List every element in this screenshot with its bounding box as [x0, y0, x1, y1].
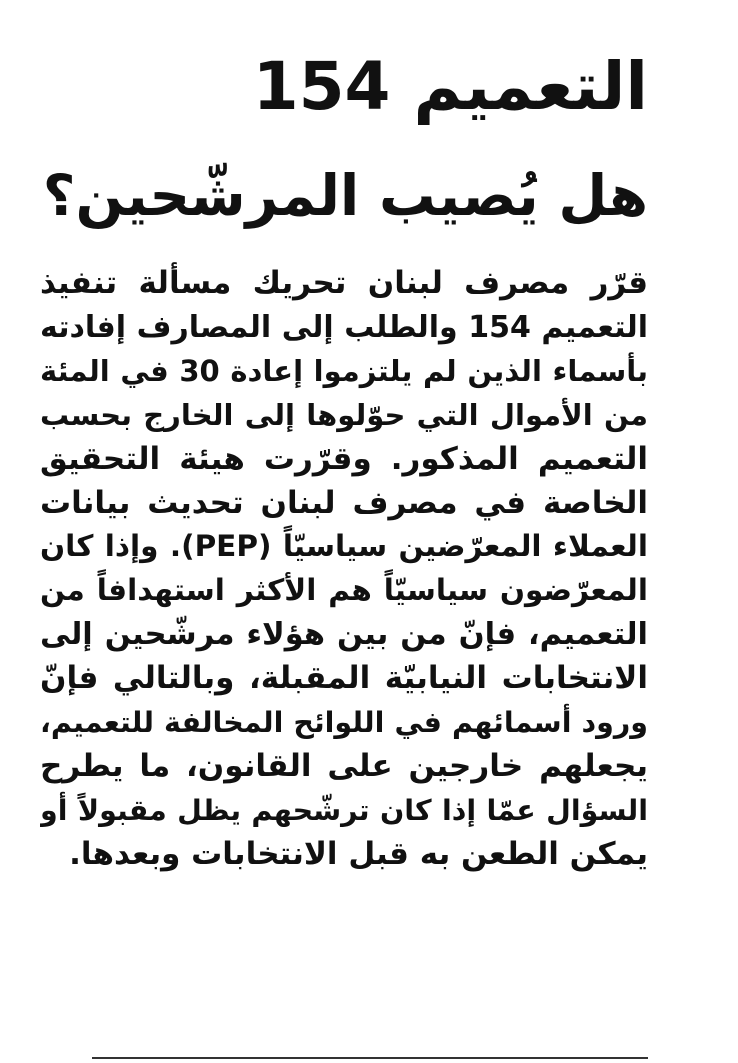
body-line: السؤال عمّا إذا كان ترشّحهم يظل مقبولاً أو — [40, 793, 648, 827]
body-line: ورود أسمائهم في اللوائح المخالفة للتعميم، — [40, 706, 648, 740]
body-line: المعرّضون سياسيّاً هم الأكثر استهدافاً من — [40, 573, 648, 608]
body-line: الانتخابات النيابيّة المقبلة، وبالتالي فإنّ — [40, 660, 648, 697]
body-line-text: مصرف لبنان تحريك مسألة تنفيذ — [40, 265, 591, 301]
body-line: الخاصة في مصرف لبنان تحديث بيانات — [40, 484, 648, 521]
body-line: التعميم، فإنّ من بين هؤلاء مرشّحين إلى — [40, 617, 648, 653]
body-line: يجعلهم خارجين على القانون، ما يطرح — [40, 747, 648, 784]
headline-line-2: هل يُصيب المرشّحين؟ — [42, 164, 648, 229]
bottom-divider — [92, 1057, 648, 1059]
headline — [40, 32, 648, 252]
body-line — [40, 262, 648, 306]
body-line: بأسماء الذين لم يلتزموا إعادة 30 في المئة — [40, 353, 648, 388]
headline-line-1: التعميم 154 — [252, 48, 648, 125]
body-line: من الأموال التي حوّلوها إلى الخارج بحسب — [40, 397, 648, 432]
body-line: التعميم المذكور. وقرّرت هيئة التحقيق — [40, 440, 648, 477]
body-line: التعميم 154 والطلب إلى المصارف إفادته — [40, 309, 648, 345]
lead-word: قرّر — [590, 265, 648, 301]
article-body — [40, 262, 648, 877]
body-line: يمكن الطعن به قبل الانتخابات وبعدها. — [69, 835, 648, 872]
article — [40, 0, 648, 1063]
body-line: العملاء المعرّضين سياسيّاً (PEP). وإذا كان — [40, 529, 648, 564]
